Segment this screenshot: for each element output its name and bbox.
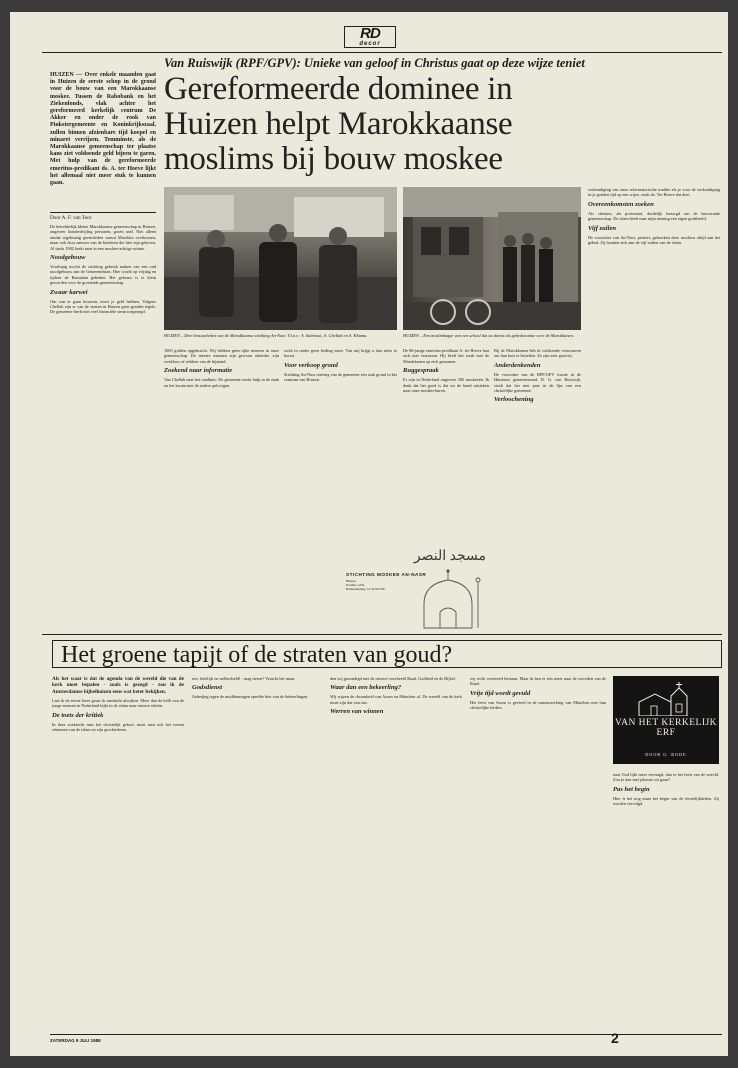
newspaper-page <box>10 12 728 1056</box>
subheading: Pas het begin <box>613 785 650 793</box>
footer-rule <box>50 1034 722 1035</box>
foundation-line: Postbus 1234 <box>346 583 365 587</box>
subheading: Verloochening <box>494 396 534 404</box>
footer-date: ZATERDAG 9 JULI 1988 <box>50 1038 101 1043</box>
article-column <box>164 348 279 630</box>
paragraph: De voorzitter van An-Nasr, pretiert, gebruiken deze moslims altijd aan het gebed. Zij houden zich aan de vijf zuilen van de islam. <box>588 234 720 246</box>
page-number: 2 <box>611 1030 619 1046</box>
paragraph: 1000 gulden opgebracht. Wij hebben geen rijke mensen in onze gemeenschap. De meeste mannen zijn gewoon arbeider, zijn werkloos of trekken van de bijstand. <box>164 348 279 364</box>
article-column <box>494 348 581 630</box>
paragraph: den wij gezondigd met de nieuwe voorbeeld Raad, Godheid en de Bijbel. <box>330 676 456 681</box>
subheading: De toets der kritiek <box>52 711 104 719</box>
logo-text: RD <box>360 25 380 42</box>
paragraph: ren, liefelijk en welbedoeld! - mag tieren? Veracht het maar. <box>192 676 296 681</box>
foundation-address <box>346 579 416 591</box>
paragraph: Hier is het nog maar het begin van de feestelijkheden. Zij worden vervolgd. <box>613 795 719 807</box>
article-column <box>52 676 184 1026</box>
photo-caption: HUIZEN – Een moslimkapje van een school dat nu dienst als gebedsruimte voor de Marokkanen. <box>403 333 574 338</box>
paragraph: naar God lijkt meer verenigd, dan er het feest van de wereld. Zou je dan met jaloezie uit gaan? <box>613 772 719 783</box>
subheading: Vrije tijd wordt gevuld <box>470 689 531 697</box>
church-icon <box>635 682 697 716</box>
paragraph: Van Chellah naar het raadhuis: De gemeente zoekt hulp in de zaak en het kwam met de andere gelovigen. <box>164 377 279 388</box>
subheading: Godsdienst <box>192 684 223 692</box>
article-intro: Als het waar is dat de agenda van de wereld die van de kerk moet bepalen - zoals is gezegd - zou ik de Amsterdamse bijbelhuizen eens wat beter bekijken. <box>52 676 184 695</box>
subheading: Zwaar karwei <box>50 288 88 296</box>
paragraph: verkondiging van onze reformatorische traditie als je voor de verkondiging in je gouden tijd op een wijze, zoals ds. Ter Hoeve dat doet. <box>588 187 720 198</box>
paragraph: werk in onder geen leiding meer. Van mij krijgt u dan niets te horen. <box>284 348 397 359</box>
subheading: Vijf zuilen <box>588 224 617 232</box>
photo-caption: HUIZEN – Drie bestuurleden van de Marokkaanse stichting An-Nasr. V.l.n.r.: A. Salmioui, A. Chellah en A. Khama. <box>164 333 368 338</box>
paragraph: De voorzitter van de RPF/GPV fractie in de Huizense gemeenteraad, B. G. van Ruiswijk, vindt dat het niet past in de lijn van een christelijke gemeente. <box>494 371 581 394</box>
paragraph: Voorlopig mocht de stichting gebruik maken van een oud noodgebouw aan de Gemeentelaan. Hier wordt op vrijdag en tijdens de Ramadan gebeden. Het gebouw is te klein geworden voor de groeiende gemeenschap. <box>50 264 156 286</box>
paragraph: Laat ik de eerste lezer gauw ik aandacht afwijken. Meer dan de helft van de jonge mensen in Nederland kijkt in de islam naar nieuwe ideeën. <box>52 697 184 709</box>
subheading: Ruggespraak <box>403 367 439 375</box>
arabic-calligraphy: مسجد النصر <box>413 549 486 564</box>
mosque-illustration <box>414 568 484 630</box>
paragraph: De 86-jarige emeritus-predikant A. ter Hoeve laat zich niet verrassen. Hij heeft het werk met de Marokkanen op zich genomen. <box>403 348 489 364</box>
paragraph: Wij wijzen de dwaasheid van Assen en München af. De wereld van de kerk moet zijn dat van ons. <box>330 694 462 705</box>
article-column <box>403 348 489 543</box>
photo-mosque-building <box>403 187 581 330</box>
section-rule <box>42 634 722 635</box>
subheading: Voor verkoop grond <box>284 361 338 369</box>
logo-subtext: decor <box>359 41 381 47</box>
paragraph: Stichting An-Nasr ontving van de gemeente een stuk grond in het centrum van Huizen. <box>284 371 397 383</box>
subheading: Anderdenkenden <box>494 361 541 369</box>
column-box <box>613 676 719 764</box>
article-column <box>613 772 719 1026</box>
subheading: Werren van winnen <box>330 708 384 716</box>
paragraph: Om van te gaan bouwen, moet je geld hebben. Volgens Chellah zijn er van de straten in Huizen geen gouden tegels. De gemeente heeft niet veel financiële steun toegezegd. <box>50 298 156 315</box>
paragraph: Het feest van Assen is gevierd in de samenwerking van München met hun christelijke leiders. <box>470 699 606 711</box>
paragraph: De betrekkelijk kleine Marokkaanse gemeenschap in Huizen, ongeveer honderdvijftig personen, groeit snel. Niet alleen omdat regelmatig gezinsleden vanuit Marokko overkomen, maar ook door aanwas van de kinderen die hier zijn geboren. Al sinds 1982 kerkt men in een moskee-achtige ruimte. <box>50 224 156 251</box>
paragraph: In deze zoektocht naar het christelijk geloof, moet men ook het wezen erkennen van de islam en zijn geschiedenis. <box>52 721 184 733</box>
column-title: VAN HET KERKELIJK ERF <box>614 718 718 738</box>
paragraph: Gebedjeg tegen de muiltheningen speelde hier van de bekeerlingen. <box>192 694 309 700</box>
subheading: Noodgebouw <box>50 254 86 262</box>
article-column <box>330 676 462 1026</box>
article-column <box>470 676 606 1026</box>
subheading: Waar dan een bekeerling? <box>330 684 402 692</box>
paragraph: wij recht overtreed bestaan. Maar ik ben er iets meer naar de woorden van de Raad. <box>470 676 606 687</box>
subheading: Overeenkomsten zoeken <box>588 200 654 208</box>
subheading: Zoekend naar informatie <box>164 367 233 375</box>
article-headline: Het groene tapijt of de straten van goud? <box>52 640 722 668</box>
byline-rule <box>50 212 156 213</box>
paragraph: Als christen, als protestant, duidelijk bezorgd om de hervormde gemeenschap. De islam heeft naar mijn mening een eigen godsbeeld. <box>588 210 720 222</box>
foundation-name: STICHTING MOSKEE AN-NASR <box>346 572 427 577</box>
article-kicker: Van Ruiswijk (RPF/GPV): Unieke van geloof in Christus gaat op deze wijze teniet <box>164 56 585 70</box>
article-column <box>192 676 322 1026</box>
section-logo <box>344 26 396 48</box>
article-intro: HUIZEN — Over enkele maanden gaat in Huizen de eerste schop in de grond voor de bouw van een Marokkaanse moskee. Tussen de Rabobank en het Ziekenfonds, vlak achter het gereformeerd kerkelijk centrum De Akker en onder de rook van Pinkstergemeente en Koninkrijkszaal, zullen binnen afzienbare tijd koepel en minaret verrijzen. Temminste, als de Marokkaanse gemeenschap ter plaatse kans ziet voldoende geld bijeen te garen. Met hulp van de gereformeerde emeritus-predikant ds. A. ter Hoeve lijkt het allemaal niet meer stuk te kunnen gaan. <box>50 72 156 187</box>
article-column <box>588 187 720 630</box>
column-author: DOOR G. RODE <box>645 752 687 757</box>
article-column <box>50 224 156 630</box>
article-headline: Gereformeerde dominee in Huizen helpt Marokkaanse moslims bij bouw moskee <box>164 71 513 177</box>
foundation-line: Bankrekening: 12.34.56.789 <box>346 587 385 591</box>
paragraph: Bij de Marokkanen heb ik voldoende vertrouwen om hun huis te betreden. Ze zijn zeer gastvrij. <box>494 348 581 359</box>
article-byline: Door A. F. van Toor <box>50 215 92 221</box>
foundation-line: Huizen <box>346 579 356 583</box>
top-rule <box>42 52 722 53</box>
article-column <box>284 348 397 568</box>
photo-board-members <box>164 187 397 330</box>
paragraph: Er zijn in Nederland ongeveer 300 moskeeën. Ik denk dat het goed is dat we de hand uitsteken naar onze moslim-buren. <box>403 377 489 394</box>
